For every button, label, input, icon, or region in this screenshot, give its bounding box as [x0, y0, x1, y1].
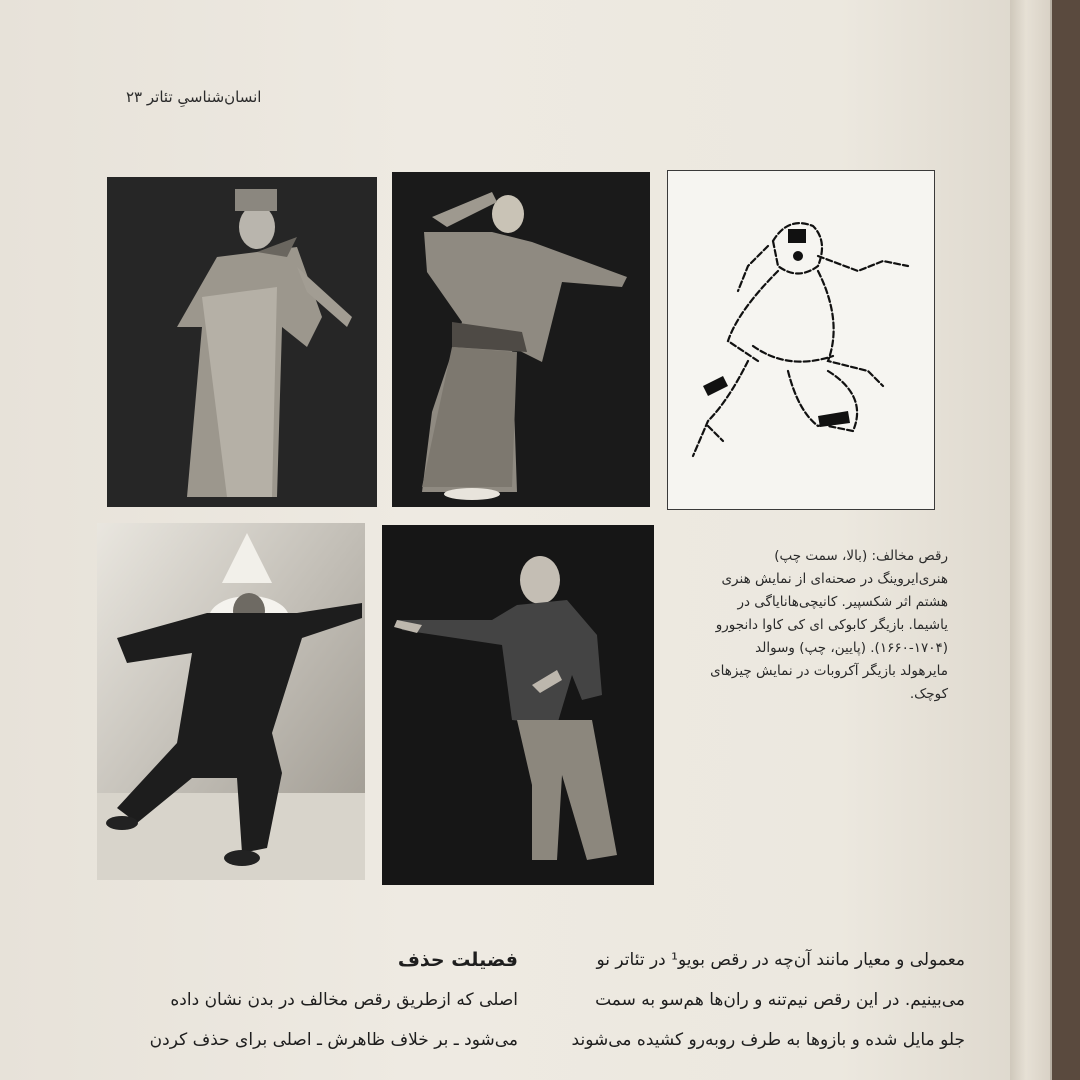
photo-meyerhold: [97, 523, 365, 880]
photo-dancer-shirt: [382, 525, 654, 885]
caption-line: هنری‌ایروینگ در صحنه‌ای از نمایش هنری: [721, 571, 948, 587]
photo-irving-figure: [107, 177, 377, 507]
section-title: فضیلت حذف: [397, 949, 518, 971]
body-line: می‌بینیم. در این رقص نیم‌تنه و ران‌ها هم‌سو به سمت: [595, 990, 965, 1010]
photo-hanayagi: [392, 172, 650, 507]
photo-hanayagi-figure: [392, 172, 650, 507]
caption-line: مایرهولد بازیگر آکروبات در نمایش چیزهای: [710, 663, 948, 679]
running-head: [110, 88, 261, 106]
caption-line: هشتم اثر شکسپیر. کانیچی‌هانایاگی در: [737, 594, 948, 610]
page-number: ۲۳: [126, 88, 143, 106]
drawing-kabuki-figure: [668, 171, 934, 509]
drawing-kabuki: [667, 170, 935, 510]
photo-irving: [107, 177, 377, 507]
caption-line: (۱۶۶۰-۱۷۰۴). (پایین، چپ) وسوالد: [755, 640, 948, 656]
caption-line: رقص مخالف: (بالا، سمت چپ): [774, 548, 948, 564]
body-line: معمولی و معیار مانند آن‌چه در رقص بویو¹ در تئاتر نو: [596, 950, 965, 970]
body-column-left: [78, 940, 518, 1060]
caption-line: یاشیما. بازیگر کابوکی ای کی کاوا دانجورو: [715, 617, 948, 633]
body-line: اصلی که ازطریق رقص مخالف در بدن نشان داده: [170, 990, 518, 1010]
page-edge: [1010, 0, 1050, 1080]
running-title: انسان‌شناسیِ تئاتر: [146, 88, 262, 106]
body-line: می‌شود ـ بر خلاف ظاهرش ـ اصلی برای حذف کردن: [149, 1030, 518, 1050]
caption-line: کوچک.: [909, 686, 948, 702]
body-column-right: [545, 940, 965, 1060]
body-line: جلو مایل شده و بازوها به طرف روبه‌رو کشیده می‌شوند: [571, 1030, 965, 1050]
photo-dancer-shirt-figure: [382, 525, 654, 885]
photo-meyerhold-figure: [97, 523, 365, 880]
figure-caption: [678, 545, 948, 706]
